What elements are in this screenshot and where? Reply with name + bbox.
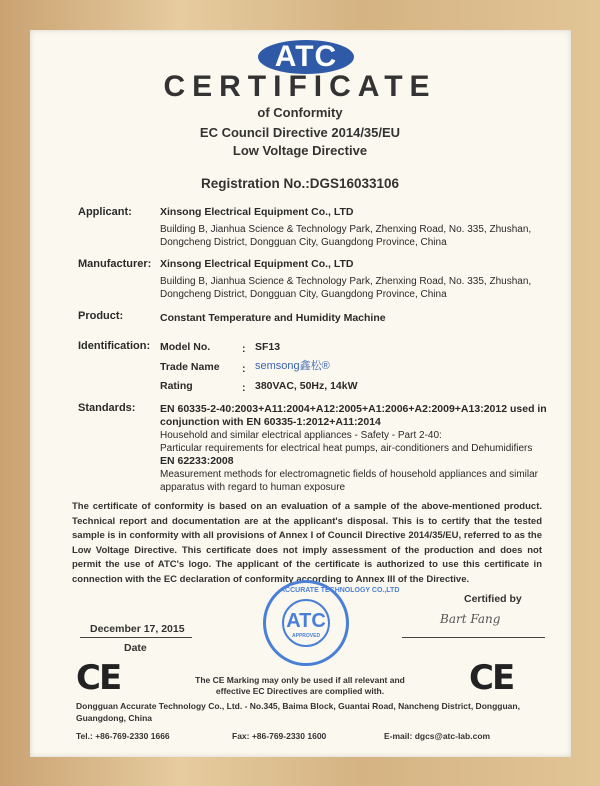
- ce-mark-left: CE: [76, 658, 121, 698]
- date-label: Date: [124, 642, 147, 654]
- standard-line: Household and similar electrical appliances - Safety - Part 2-40:: [160, 430, 442, 441]
- trade-name-label: Trade Name: [160, 361, 220, 373]
- ce-note: The CE Marking may only be used if all relevant and: [195, 675, 405, 685]
- rating-value: 380VAC, 50Hz, 14kW: [255, 380, 358, 392]
- standard-line: EN 62233:2008: [160, 455, 234, 467]
- footer-address: Dongguan Accurate Technology Co., Ltd. - No.345, Baima Block, Guantai Road, Nancheng District, Dongguan,: [76, 701, 520, 711]
- date-value: December 17, 2015: [90, 623, 185, 635]
- atc-approved-stamp: [263, 580, 400, 666]
- footer-fax: Fax: +86-769-2330 1600: [232, 731, 327, 741]
- subtitle: of Conformity: [257, 105, 343, 120]
- colon: :: [242, 343, 246, 355]
- conformity-statement: The certificate of conformity is based on an evaluation of a sample of the above-mentioned product. Technical report and documentation are at the applicant's disposal. This is to certify that the tested sample is in conformity with all provisions of Annex I of Council Directive 2014/35/EU, referred to as the Low Voltage Directive. This certificate does not imply assessment of the production and does not permit the use of ATC's logo. The applicant of the certificate is authorized to use this certificate in connection with the EC declaration of conformity according to Annex III of the Directive.: [72, 501, 542, 585]
- footer-email: E-mail: dgcs@atc-lab.com: [384, 731, 491, 741]
- atc-logo: ATC: [258, 40, 354, 74]
- applicant-address1: Building B, Jianhua Science & Technology Park, Zhenxing Road, No. 335, Zhushan,: [160, 224, 532, 235]
- standards-label: Standards:: [78, 402, 136, 414]
- registration-number: Registration No.:DGS16033106: [200, 176, 400, 191]
- manufacturer-label: Manufacturer:: [78, 258, 152, 270]
- manufacturer-address1: Building B, Jianhua Science & Technology Park, Zhenxing Road, No. 335, Zhushan,: [160, 276, 532, 287]
- signature: Bart Fang: [440, 612, 501, 626]
- stamp-ring-text: ACCURATE TECHNOLOGY CO.,LTD: [280, 587, 400, 594]
- rating-label: Rating: [160, 380, 193, 392]
- stamp-approved: APPROVED: [292, 633, 321, 639]
- model-value: SF13: [255, 341, 281, 353]
- footer-tel: Tel.: +86-769-2330 1666: [76, 731, 170, 741]
- applicant-address2: Dongcheng District, Dongguan City, Guangdong Province, China: [160, 237, 447, 248]
- standard-line: apparatus with regard to human exposure: [160, 482, 346, 493]
- product-value: Constant Temperature and Humidity Machine: [160, 312, 386, 324]
- colon: :: [242, 363, 246, 375]
- applicant-label: Applicant:: [78, 206, 132, 218]
- product-label: Product:: [78, 310, 124, 322]
- manufacturer-name: Xinsong Electrical Equipment Co., LTD: [160, 258, 354, 270]
- stamp-center: ATC: [286, 610, 326, 632]
- ce-mark-right: CE: [469, 658, 514, 698]
- ce-note: effective EC Directives are complied with.: [215, 686, 385, 696]
- model-label: Model No.: [160, 341, 211, 353]
- standard-line: Measurement methods for electromagnetic fields of household appliances and similar: [160, 469, 538, 480]
- certificate-title: CERTIFICATE: [163, 70, 437, 103]
- footer-address: Guangdong, China: [76, 713, 153, 723]
- manufacturer-address2: Dongcheng District, Dongguan City, Guangdong Province, China: [160, 289, 447, 300]
- directive: EC Council Directive 2014/35/EU: [199, 125, 401, 140]
- standard-line: conjunction with EN 60335-1:2012+A11:2014: [160, 416, 381, 428]
- applicant-name: Xinsong Electrical Equipment Co., LTD: [160, 206, 354, 218]
- certified-by-label: Certified by: [464, 593, 522, 605]
- trade-name-value: semsong鑫松®: [255, 360, 330, 372]
- colon: :: [242, 382, 246, 394]
- standard-line: EN 60335-2-40:2003+A11:2004+A12:2005+A1:2006+A2:2009+A13:2012 used in: [160, 403, 547, 415]
- directive-name: Low Voltage Directive: [232, 143, 368, 158]
- identification-label: Identification:: [78, 340, 151, 352]
- standard-line: Particular requirements for electrical heat pumps, air-conditioners and Dehumidifiers: [160, 443, 533, 454]
